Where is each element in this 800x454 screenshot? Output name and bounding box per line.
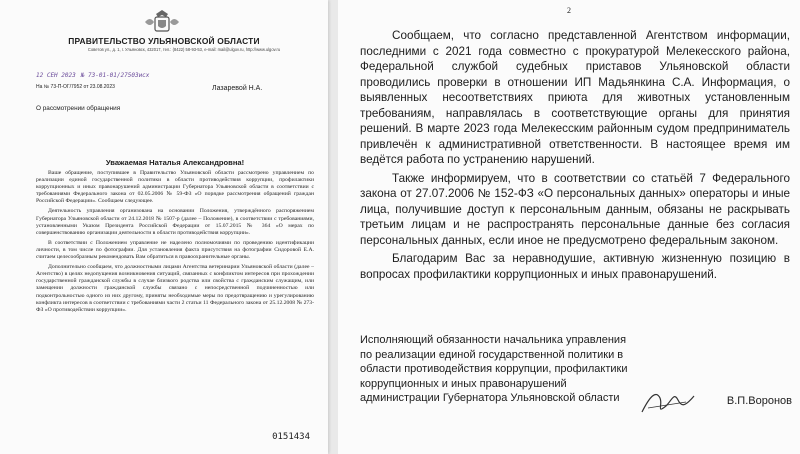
page-number: 2 (567, 6, 571, 15)
paragraph: Дополнительно сообщаем, что должностными лицами Агентства ветеринарии Ульяновской области (далее – Агентство) в целях недопущения возникновения ситуаций, связанных с конфликтом интересов при прохождении государственной гражданской службы в случае близкого родства или свойства с гражданским служащим, или замещении должности гражданской службы связано с непосредственной подчиненностью или подконтрольностью одного из них другому, приняты необходимые меры по предотвращению и урегулированию конфликта интересов в соответствии с требованиями части 2 статьи 11 Федерального закона от 25.12.2008 № 273-ФЗ «О противодействии коррупции». (36, 264, 314, 313)
letter-body-page-2 (360, 28, 790, 285)
signature-title: Исполняющий обязанности начальника управления по реализации единой государственной политики в области противодействия коррупции, профилактики коррупционных и иных правонарушений администрации Губернатора Ульяновской области (360, 334, 628, 404)
document-barcode-number: 0151434 (272, 432, 310, 442)
letter-page-1 (0, 0, 328, 454)
recipient: Лазаревой Н.А. (212, 85, 263, 92)
paragraph: Ваше обращение, поступившее в Правительство Ульяновской области рассмотрено управлением по реализации единой государственной политики в области противодействия коррупции, профилактики коррупционных и иных правонарушений администрации Губернатора Ульяновской области в соответствии с требованиями Федерального закона от 02.05.2006 № 59-ФЗ «О порядке рассмотрения обращений граждан Российской Федерации». Сообщаем следующее. (36, 170, 314, 205)
letter-page-2 (338, 0, 800, 454)
reference-line: На № 73-П-ОГ/7952 от 23.08.2023 (36, 84, 115, 90)
paragraph: Деятельность управления организована на основании Положения, утверждённого распоряжением Губернатора Ульяновской области от 24.12.2018 № 1507-р (далее – Положение), в соответствии с требованиями, установленными Указом Президента Российской Федерации от 15.07.2015 № 364 «О мерах по совершенствованию организации деятельности в области противодействия коррупции». (36, 208, 314, 236)
agency-address: Советов ул., д. 1, г. Ульяновск, 432017, тел.: (8422) 58-93-53, e-mail: mail@ulgov.ru, http://www.ulgov.ru (87, 47, 281, 52)
signer-name: В.П.Воронов (726, 395, 792, 407)
paragraph: Благодарим Вас за неравнодушие, активную жизненную позицию в вопросах профилактики коррупционных и иных правонарушений. (360, 252, 790, 281)
registration-date: 12 СЕН 2023 (36, 72, 76, 79)
letter-subject: О рассмотрении обращения (36, 105, 121, 112)
letter-body-page-1 (36, 170, 314, 317)
handwritten-signature-icon (638, 386, 698, 418)
coat-of-arms-icon (141, 8, 183, 35)
registration-number: № 73-01-01/27503исх (80, 72, 150, 79)
paragraph: В соответствии с Положением управление не наделено полномочиями по проведению идентификации личности, в том числе по фотографии. Для установления факта присутствия на фотографии Сидоровой Е.А. считаем целесообразным рекомендовать Вам обратиться в правоохранительные органы. (36, 239, 314, 261)
greeting: Уважаемая Наталья Александровна! (105, 158, 245, 167)
agency-header: ПРАВИТЕЛЬСТВО УЛЬЯНОВСКОЙ ОБЛАСТИ (68, 36, 260, 46)
paragraph: Сообщаем, что согласно представленной Агентством информации, последними с 2021 года совместно с прокуратурой Мелекесского района, Федеральной службой судебных приставов Ульяновской области проводились проверки в отношении ИП Мадьянкина С.А. Информация, о выявленных несоответствиях приюта для животных установленным требованиям, направлялась в соответствующие органы для принятия решений. В марте 2023 года Мелекесским районным судом предприниматель привлечён к административной ответственности. В настоящее время им ведётся работа по устранению нарушений. (360, 29, 790, 166)
registration-line (36, 72, 149, 79)
paragraph: Также информируем, что в соответствии со статьёй 7 Федерального закона от 27.07.2006 № 152-ФЗ «О персональных данных» операторы и иные лица, получившие доступ к персональным данным, обязаны не раскрывать третьим лицам и не распространять персональные данные без согласия персональных данных, если иное не предусмотрено федеральным законом. (360, 171, 790, 247)
